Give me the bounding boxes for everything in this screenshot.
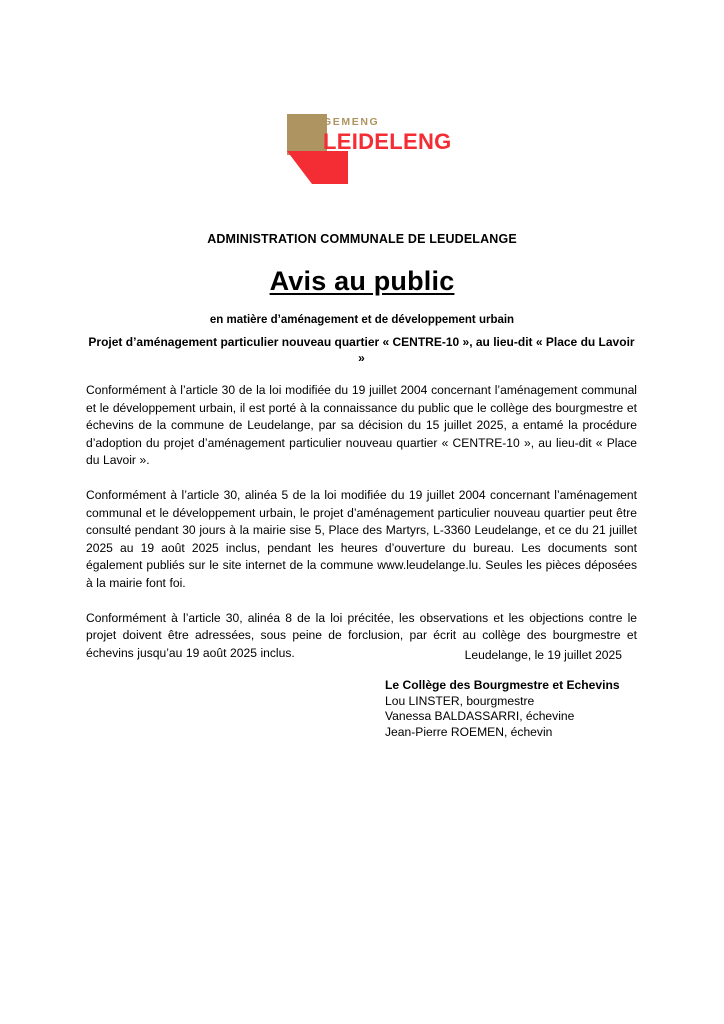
logo-wordmark — [323, 116, 452, 154]
logo-gemeng-text: GEMENG — [323, 116, 380, 128]
page-title-text: Avis au public — [269, 266, 455, 296]
paragraph-2: Conformément à l’article 30, alinéa 5 de la loi modifiée du 19 juillet 2004 concernant l’aménagement communal et le développement urbain, le projet d’aménagement particulier nouveau quartier peut être consulté pendant 30 jours à la mairie sise 5, Place des Martyrs, L-3360 Leudelange, et ce du 21 juillet 2025 au 19 août 2025 inclus, pendant les heures d’ouverture du bureau. Les documents sont également publiés sur le site internet de la commune www.leudelange.lu. Seules les pièces déposées à la mairie font foi. — [86, 487, 637, 590]
signatory-echevine: Vanessa BALDASSARRI, échevine — [385, 709, 575, 723]
paragraph-1: Conformément à l’article 30 de la loi modifiée du 19 juillet 2004 concernant l’aménagement communal et le développement urbain, il est porté à la connaissance du public que le collège des bourgmestre et échevins de la commune de Leudelange, par sa décision du 15 juillet 2025, a entamé la procédure d’adoption du projet d’aménagement particulier nouveau quartier « CENTRE-10 », au lieu-dit « Place du Lavoir ». — [86, 383, 637, 468]
subtitle-project: Projet d’aménagement particulier nouveau quartier « CENTRE-10 », au lieu-dit « Place du Lavoir » — [88, 335, 635, 365]
commune-logo — [287, 113, 452, 188]
administration-heading: ADMINISTRATION COMMUNALE DE LEUDELANGE — [207, 232, 517, 246]
signatory-echevin: Jean-Pierre ROEMEN, échevin — [385, 724, 553, 739]
college-title: Le Collège des Bourgmestre et Echevins — [385, 678, 620, 692]
place-and-date: Leudelange, le 19 juillet 2025 — [464, 648, 622, 662]
signatory-bourgmestre: Lou LINSTER, bourgmestre — [385, 693, 535, 708]
paragraph-3: Conformément à l’article 30, alinéa 8 de la loi précitée, les observations et les objections contre le projet doivent être adressées, sous peine de forclusion, par écrit au collège des bourgmestre et échevins jusqu’au 19 août 2025 inclus. — [86, 610, 637, 660]
page-title — [0, 266, 724, 297]
signature-block — [385, 678, 685, 740]
subtitle-domain: en matière d’aménagement et de développement urbain — [209, 314, 515, 326]
document-body — [86, 382, 637, 662]
logo-leideleng-text: LEIDELENG — [323, 129, 452, 154]
